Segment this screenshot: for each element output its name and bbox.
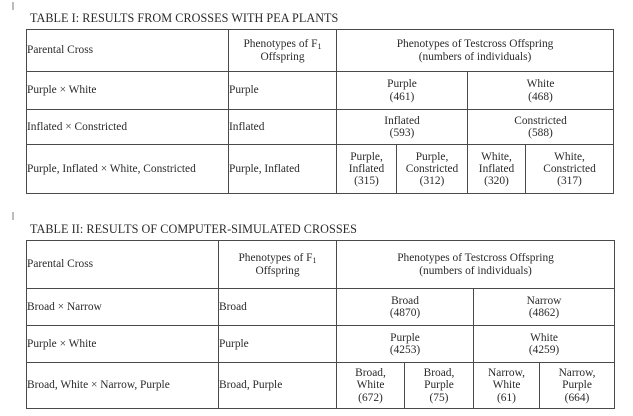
computer-simulated-crosses-table	[26, 240, 615, 409]
count-value: (315)	[354, 175, 379, 188]
phenotype-label: Constricted	[514, 114, 567, 127]
phenotype-label: Purple,	[415, 150, 449, 163]
count-value: (312)	[419, 175, 445, 188]
phenotype-label: White	[492, 379, 521, 392]
phenotype-label: White	[526, 78, 555, 91]
parental-cross-cell: Purple × White	[27, 326, 219, 363]
f1-header-subscript: 1	[312, 256, 317, 266]
count-value: (468)	[528, 90, 553, 103]
testcross-cell	[468, 145, 526, 194]
count-value: (672)	[358, 391, 383, 404]
f1-phenotype-cell: Purple	[229, 72, 337, 110]
testcross-cell	[526, 145, 614, 194]
parental-cross-cell: Inflated × Constricted	[27, 110, 229, 145]
testcross-header-subtitle: (numbers of individuals)	[418, 50, 532, 63]
table-row	[27, 110, 614, 145]
testcross-header	[337, 30, 614, 72]
count-value: (61)	[497, 391, 516, 404]
count-value: (4870)	[389, 307, 421, 319]
f1-phenotype-cell: Inflated	[229, 110, 337, 145]
testcross-cell	[337, 145, 397, 194]
count-value: (4253)	[389, 344, 421, 356]
testcross-header	[337, 241, 615, 289]
parental-cross-cell: Broad, White × Narrow, Purple	[27, 363, 219, 409]
parental-cross-cell: Purple × White	[27, 72, 229, 110]
table-row	[27, 289, 615, 326]
table-row	[27, 326, 615, 363]
testcross-group-cell	[474, 326, 615, 363]
phenotype-label: Purple	[390, 331, 420, 344]
phenotype-label: Constricted	[405, 162, 459, 175]
phenotype-label: Narrow,	[488, 367, 525, 380]
testcross-cell	[540, 363, 615, 409]
count-value: (588)	[528, 127, 553, 139]
testcross-cell	[474, 363, 540, 409]
pea-plant-crosses-table	[26, 29, 614, 194]
phenotype-label: White	[530, 331, 558, 344]
table-1-caption: TABLE I: RESULTS FROM CROSSES WITH PEA PLANTS	[30, 11, 339, 25]
f1-header-text: Phenotypes of F	[238, 252, 313, 265]
phenotype-label: White	[356, 379, 385, 392]
testcross-group-cell	[468, 110, 614, 145]
f1-header-subscript: 1	[317, 42, 322, 52]
testcross-cell	[337, 363, 405, 409]
count-value: (317)	[557, 175, 582, 188]
phenotype-label: Broad	[391, 294, 419, 307]
phenotype-label: Narrow,	[558, 367, 596, 380]
parental-cross-cell: Purple, Inflated × White, Constricted	[27, 145, 229, 194]
testcross-group-cell	[337, 72, 468, 110]
f1-header-text: Phenotypes of F	[243, 38, 318, 51]
table-header-row	[27, 30, 614, 72]
phenotype-label: Purple	[424, 379, 454, 392]
f1-phenotype-cell: Purple	[219, 326, 337, 363]
f1-header-offspring: Offspring	[260, 50, 305, 63]
count-value: (461)	[389, 90, 415, 103]
testcross-group-cell	[468, 72, 614, 110]
phenotype-label: Inflated	[384, 114, 420, 127]
phenotype-label: Inflated	[348, 162, 385, 175]
phenotype-label: Purple	[387, 78, 417, 91]
testcross-header-title: Phenotypes of Testcross Offspring	[396, 38, 554, 51]
testcross-group-cell	[337, 289, 474, 326]
count-value: (664)	[564, 391, 590, 404]
count-value: (4862)	[528, 307, 560, 319]
testcross-cell	[405, 363, 474, 409]
count-value: (593)	[389, 127, 415, 139]
margin-mark	[12, 212, 14, 220]
table-2-caption: TABLE II: RESULTS OF COMPUTER-SIMULATED CROSSES	[30, 222, 357, 236]
phenotype-label: Broad,	[355, 367, 386, 380]
parental-cross-header: Parental Cross	[27, 241, 219, 289]
phenotype-label: Broad,	[423, 367, 455, 380]
f1-phenotype-cell: Purple, Inflated	[229, 145, 337, 194]
testcross-group-cell	[337, 326, 474, 363]
phenotype-label: Inflated	[478, 162, 515, 175]
table-row	[27, 363, 615, 409]
f1-phenotype-cell: Broad	[219, 289, 337, 326]
f1-phenotype-header	[219, 241, 337, 289]
f1-phenotype-header	[229, 30, 337, 72]
phenotype-label: Narrow	[526, 294, 562, 307]
count-value: (75)	[429, 391, 449, 404]
phenotype-label: Purple,	[350, 150, 383, 163]
count-value: (320)	[484, 175, 509, 188]
f1-phenotype-cell: Broad, Purple	[219, 363, 337, 409]
f1-header-offspring: Offspring	[255, 264, 300, 277]
margin-mark	[12, 2, 14, 10]
testcross-header-subtitle: (numbers of individuals)	[419, 264, 532, 277]
table-header-row	[27, 241, 615, 289]
testcross-group-cell	[337, 110, 468, 145]
phenotype-label: Constricted	[543, 162, 596, 175]
phenotype-label: White,	[481, 150, 512, 163]
testcross-cell	[397, 145, 468, 194]
parental-cross-header: Parental Cross	[27, 30, 229, 72]
table-row	[27, 145, 614, 194]
testcross-group-cell	[474, 289, 615, 326]
phenotype-label: Purple	[562, 379, 592, 392]
count-value: (4259)	[528, 344, 560, 356]
table-row	[27, 72, 614, 110]
phenotype-label: White,	[554, 150, 585, 163]
testcross-header-title: Phenotypes of Testcross Offspring	[397, 252, 554, 265]
parental-cross-cell: Broad × Narrow	[27, 289, 219, 326]
